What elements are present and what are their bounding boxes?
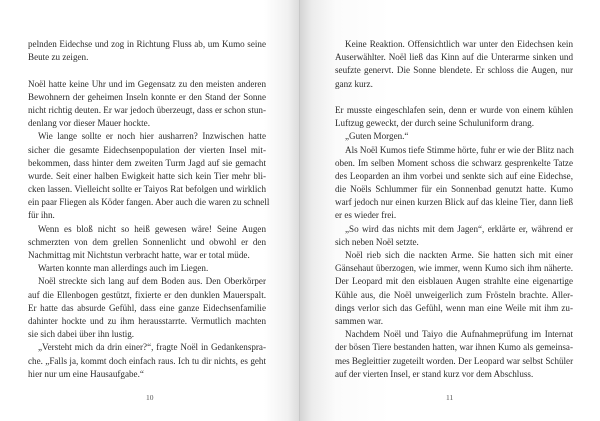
text-line: auf die Ellenbogen gestützt, fixierte er den dunklen Mauerspalt. (28, 289, 266, 300)
text-line: die Noëls Schlummer für ein Sonnenbad genutzt hatte. Kumo (335, 184, 573, 195)
paragraph-break (28, 64, 266, 77)
text-line: Als Noël Kumos tiefe Stimme hörte, fuhr er wie der Blitz nach (345, 144, 574, 155)
text-line: che. „Falls ja, kommt doch einfach raus. Ich tu dir nichts, es geht (28, 355, 266, 366)
text-line: Nachdem Noël und Taiyo die Aufnahmeprüfung im Internat (345, 329, 573, 340)
text-line: schmerzten von dem grellen Sonnenlicht und obwohl er den (28, 236, 266, 247)
text-line: denlang vor dieser Mauer hockte. (28, 118, 150, 129)
text-line: Der Leopard mit den eisblauen Augen strahlte eine eigenartige (335, 276, 573, 287)
text-line: ein paar Fliegen als Köder fangen. Aber auch die waren zu schnell (28, 197, 270, 208)
right-page-text (335, 38, 573, 381)
text-line: Noël rieb sich die nackten Arme. Sie hatten sich mit einer (345, 250, 573, 260)
text-line: mes Begleittier zugeteilt worden. Der Leopard war selbst Schüler (335, 355, 574, 366)
text-line: ganz kurz. (335, 78, 373, 89)
text-line: cken lassen. Vielleicht sollte er Taiyos Rat befolgen und wirklich (28, 184, 266, 195)
paragraph-break (335, 91, 573, 104)
text-line: sie sich dabei über ihn lustig. (28, 329, 135, 340)
text-line: sammen war. (335, 315, 383, 326)
text-line: sicher die gesamte Eidechsenpopulation der vierten Insel mit- (28, 144, 266, 155)
text-line: bekommen, dass hinter dem zweiten Turm Jagd auf sie gemacht (28, 157, 266, 168)
text-line: „Guten Morgen.“ (345, 131, 409, 142)
text-line: Wenn es bloß nicht so heiß gewesen wäre! Seine Augen (38, 223, 266, 234)
text-line: Kühle aus, die Noël unweigerlich zum Frösteln brachte. Aller- (335, 289, 573, 300)
text-line: „So wird das nichts mit dem Jagen“, erklärte er, während er (345, 223, 573, 234)
text-line: wurde. Seit einer halben Ewigkeit hatte sich kein Tier mehr bli- (28, 170, 266, 181)
text-line: pelnden Eidechse und zog in Richtung Fluss ab, um Kumo seine (28, 39, 266, 49)
text-line: seufzte genervt. Die Sonne blendete. Er schloss die Augen, nur (335, 65, 573, 76)
text-line: Beute zu zeigen. (28, 52, 89, 63)
text-line: Bewohnern der geheimen Inseln konnte er den Stand der Sonne (28, 91, 266, 102)
text-line: Gänsehaut überzogen, wie immer, wenn Kumo sich ihm näherte. (335, 263, 573, 274)
text-line: des Leoparden an ihm vorbei und senkte sich auf eine Eidechse, (335, 170, 573, 181)
text-line: dahinter hockte und zu ihm herausstarrte. Vermutlich machten (28, 315, 266, 326)
text-line: Warten konnte man allerdings auch im Liegen. (38, 263, 209, 274)
text-line: Luftzug geweckt, der durch seine Schuluniform drang. (335, 118, 534, 129)
text-line: Keine Reaktion. Offensichtlich war unter den Eidechsen kein (345, 39, 573, 49)
text-line: nicht richtig deuten. Er war jedoch überzeugt, dass er schon stun- (28, 104, 266, 115)
text-line: der bösen Tiere bestanden hatten, war ihnen Kumo als gemeinsa- (335, 342, 573, 353)
text-line: für ihn. (28, 210, 55, 221)
right-page-number: 11 (446, 393, 454, 402)
text-line: Auserwählter. Noël ließ das Kinn auf die Unterarme sinken und (335, 52, 573, 63)
text-line: Er musste eingeschlafen sein, denn er wurde von einem kühlen (335, 104, 573, 115)
text-line: Wie lange sollte er noch hier ausharren? Inzwischen hatte (38, 131, 266, 142)
text-line: Noël streckte sich lang auf dem Boden aus. Den Oberkörper (38, 276, 266, 287)
right-page (300, 0, 600, 421)
text-line: Er hatte das absurde Gefühl, dass eine ganze Eidechsenfamilie (28, 302, 266, 313)
left-page-text (28, 38, 270, 381)
text-line: Noël hatte keine Uhr und im Gegensatz zu den meisten anderen (28, 78, 266, 89)
text-line: dings verlor sich das Gefühl, wenn man eine Weile mit ihm zu- (335, 302, 573, 313)
text-line: oben. Im selben Moment schoss die schwarz gesprenkelte Tatze (335, 157, 573, 168)
text-line: auf der vierten Insel, er stand kurz vor dem Abschluss. (335, 368, 534, 379)
text-line: warf jedoch nur einen kurzen Blick auf das kleine Tier, dann ließ (335, 197, 573, 208)
text-line: Nachmittag mit Nichtstun verbracht hatte, war er total müde. (28, 250, 250, 260)
text-line: „Versteht mich da drin einer?“, fragte Noël in Gedankenspra- (38, 342, 266, 353)
text-line: sich neben Noël setzte. (335, 236, 419, 247)
left-page-number: 10 (146, 393, 154, 402)
text-line: hier nur um eine Hausaufgabe.“ (28, 368, 144, 379)
text-line: er es wieder frei. (335, 210, 397, 221)
